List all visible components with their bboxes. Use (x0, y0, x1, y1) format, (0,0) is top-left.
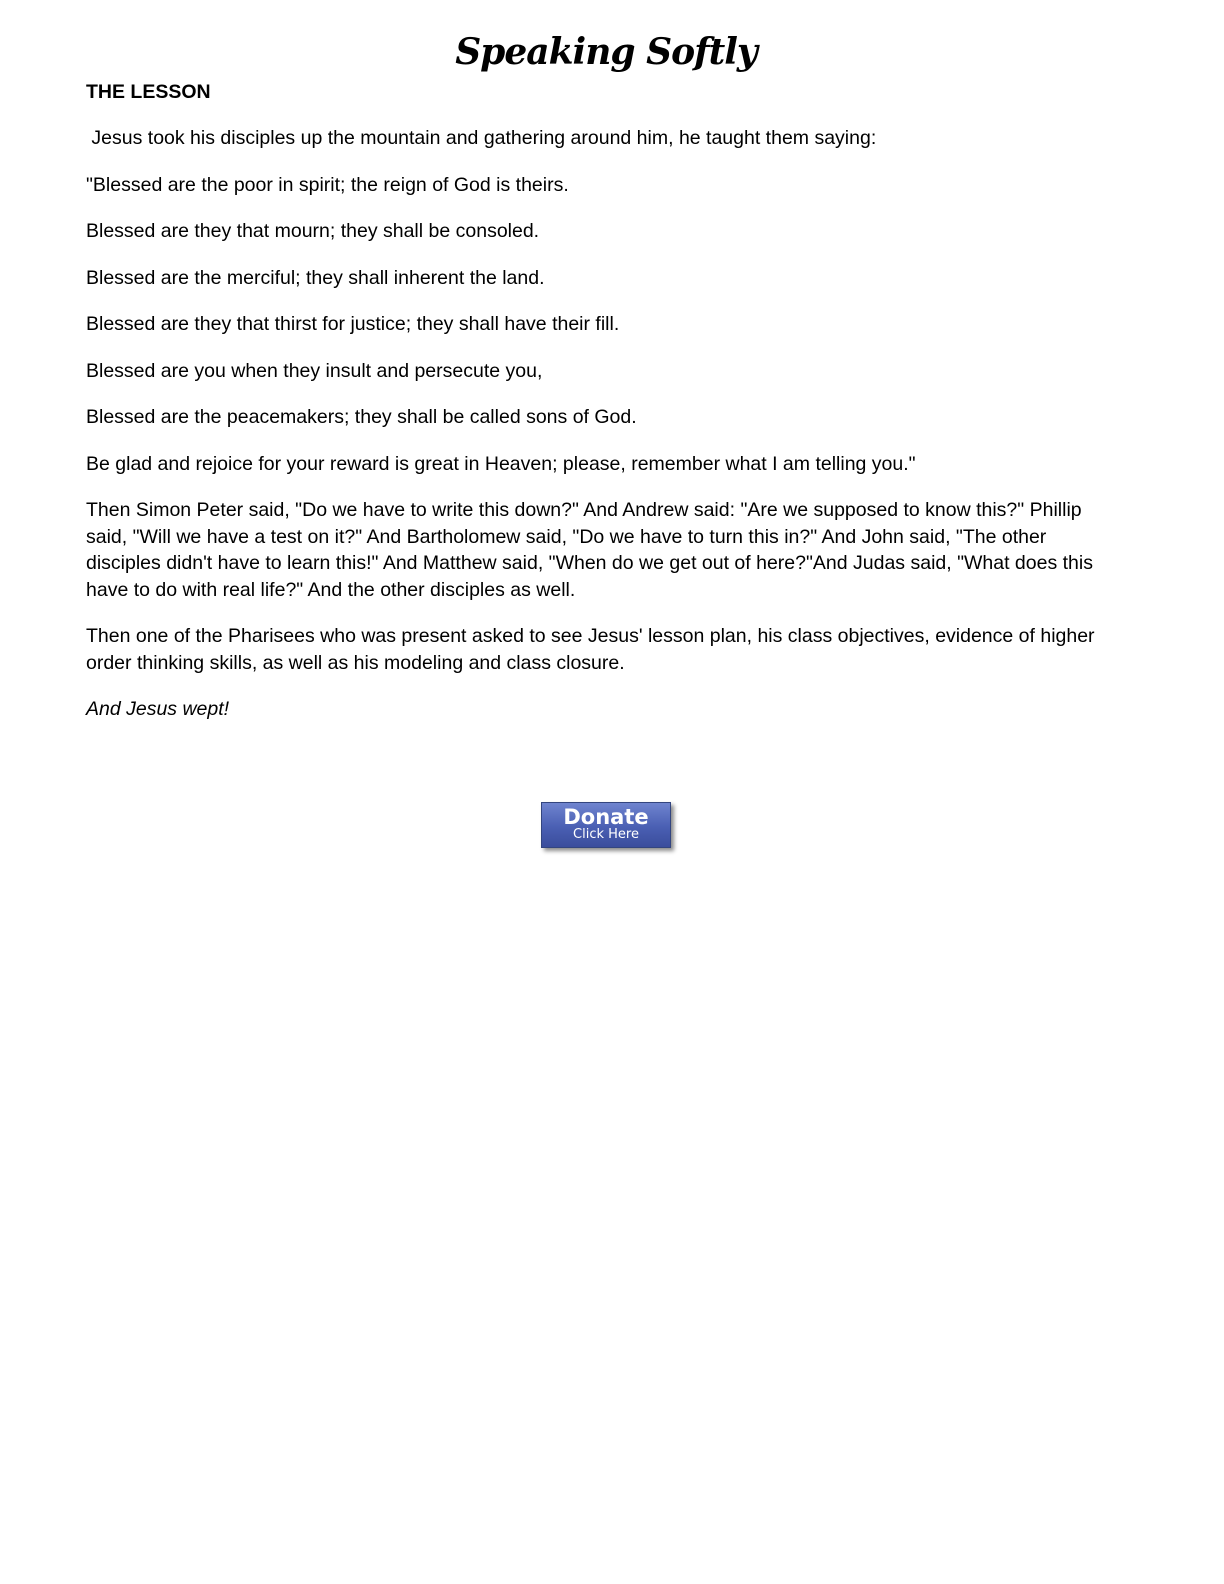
paragraph-closing: And Jesus wept! (86, 698, 230, 720)
paragraph-beatitude-merciful: Blessed are the merciful; they shall inherent the land. (86, 266, 545, 289)
paragraph-intro: Jesus took his disciples up the mountain and gathering around him, he taught them saying: (86, 127, 877, 149)
paragraph-disciples: Then Simon Peter said, "Do we have to write this down?" And Andrew said: "Are we supposed to know this?" Phillip said, "Will we have a test on it?" And Bartholomew said, "Do we have to turn this in?" And John said, "The other disciples didn't have to learn this!" And Matthew said, "When do we get out of here?"And Judas said, "What does this have to do with real life?" And the other disciples as well. (86, 499, 1093, 601)
document-body (86, 125, 1126, 743)
paragraph-beatitude-justice: Blessed are they that thirst for justice; they shall have their fill. (86, 313, 620, 335)
paragraph-rejoice: Be glad and rejoice for your reward is great in Heaven; please, remember what I am telling you." (86, 452, 916, 475)
paragraph-beatitude-peacemakers: Blessed are the peacemakers; they shall be called sons of God. (86, 406, 637, 428)
donate-button-sublabel: Click Here (573, 827, 639, 842)
section-heading: THE LESSON (86, 81, 211, 103)
page-title: Speaking Softly (455, 31, 757, 73)
donate-button-label: Donate (563, 805, 649, 829)
donate-button[interactable] (541, 802, 671, 848)
paragraph-pharisees: Then one of the Pharisees who was present asked to see Jesus' lesson plan, his class objectives, evidence of higher order thinking skills, as well as his modeling and class closure. (86, 625, 1095, 674)
paragraph-beatitude-mourn: Blessed are they that mourn; they shall be consoled. (86, 220, 540, 242)
paragraph-beatitude-poor: "Blessed are the poor in spirit; the reign of God is theirs. (86, 173, 569, 196)
paragraph-beatitude-persecute: Blessed are you when they insult and persecute you, (86, 359, 543, 382)
